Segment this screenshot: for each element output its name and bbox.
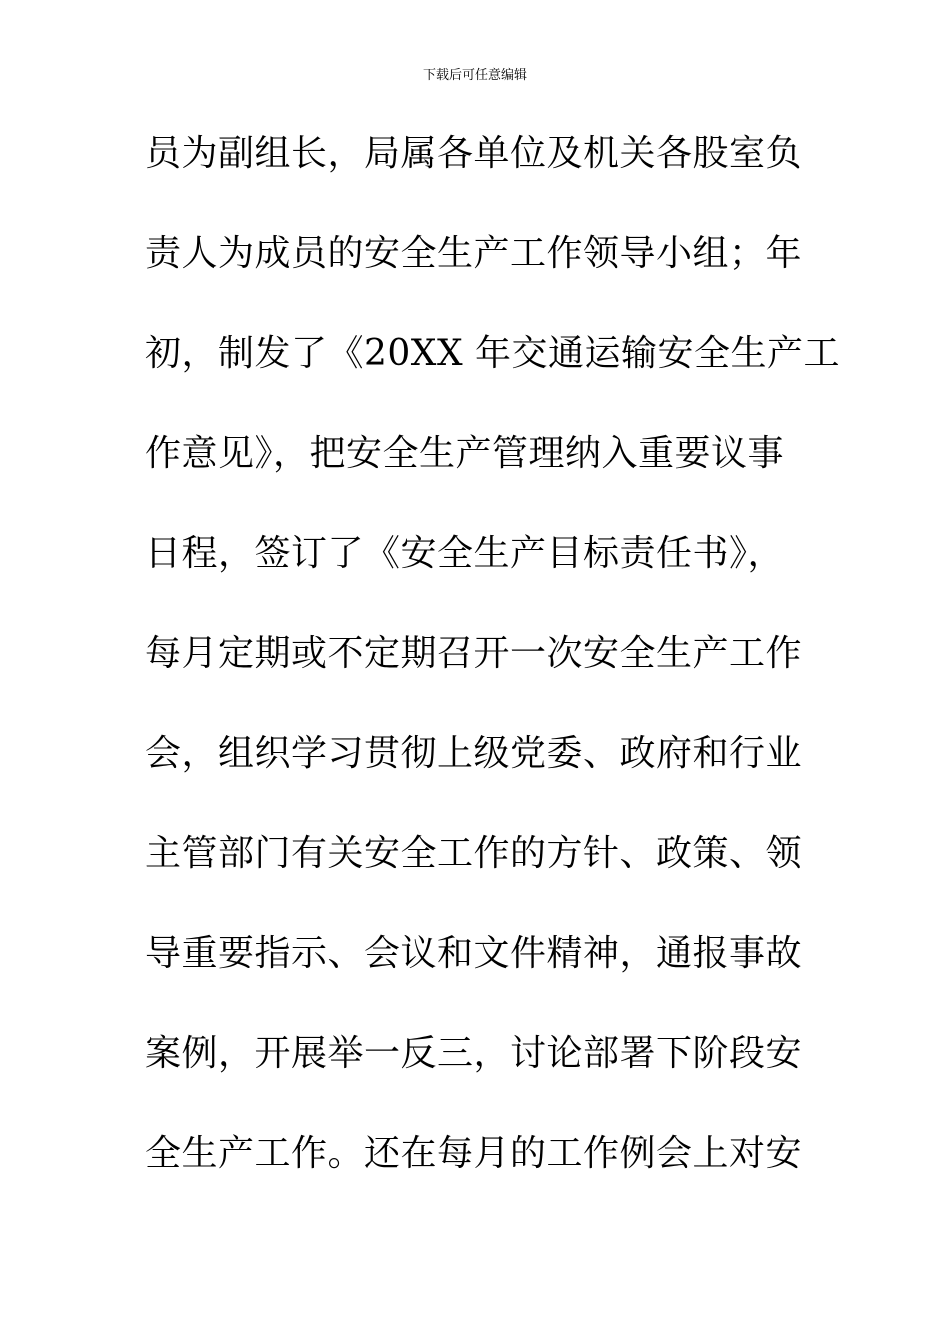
text-line: 初，制发了《20XX 年交通运输安全生产工 <box>145 333 841 374</box>
text-line: 导重要指示、会议和文件精神，通报事故 <box>145 933 803 974</box>
text-line: 员为副组长，局属各单位及机关各股室负 <box>145 133 803 174</box>
text-line: 全生产工作。还在每月的工作例会上对安 <box>145 1133 803 1174</box>
text-line: 责人为成员的安全生产工作领导小组；年 <box>145 233 803 274</box>
text-line: 会，组织学习贯彻上级党委、政府和行业 <box>145 733 803 774</box>
document-body <box>145 126 841 1226</box>
text-line: 案例，开展举一反三，讨论部署下阶段安 <box>145 1033 803 1074</box>
text-line: 作意见》，把安全生产管理纳入重要议事 <box>145 433 785 474</box>
text-line: 每月定期或不定期召开一次安全生产工作 <box>145 633 803 674</box>
page-header-note: 下载后可任意编辑 <box>422 68 527 83</box>
text-line: 日程，签订了《安全生产目标责任书》， <box>145 533 785 574</box>
text-line: 主管部门有关安全工作的方针、政策、领 <box>145 833 803 874</box>
